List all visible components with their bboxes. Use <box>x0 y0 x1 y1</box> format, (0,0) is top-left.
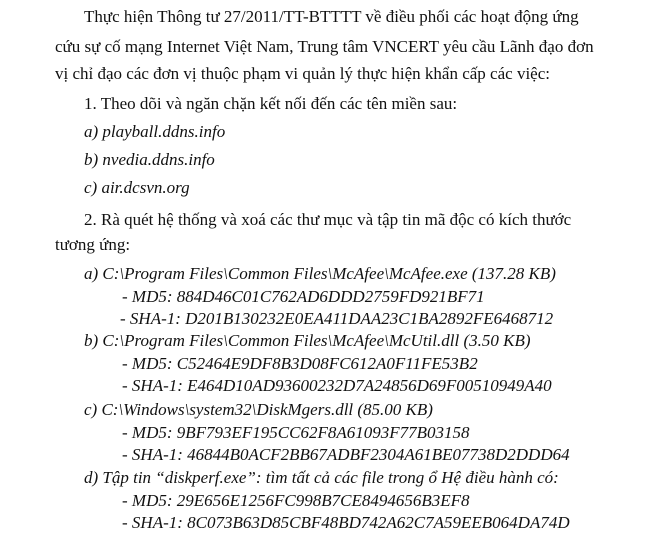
file-d-path: d) Tập tin “diskperf.exe”: tìm tất cả các file trong ổ Hệ điều hành có: <box>84 468 559 487</box>
file-a-md5: - MD5: 884D46C01C762AD6DDD2759FD921BF71 <box>122 287 485 306</box>
file-c-path: c) C:\Windows\system32\DiskMgers.dll (85.00 KB) <box>84 400 433 419</box>
domain-item-b: b) nvedia.ddns.info <box>84 150 215 169</box>
file-a-path: a) C:\Program Files\Common Files\McAfee\McAfee.exe (137.28 KB) <box>84 264 556 283</box>
file-c-sha1: - SHA-1: 46844B0ACF2BB67ADBF2304A61BE07738D2DDD64 <box>122 445 570 464</box>
section2-heading-line-1: 2. Rà quét hệ thống và xoá các thư mục và tập tin mã độc có kích thước <box>84 210 572 229</box>
file-a-sha1: - SHA-1: D201B130232E0EA411DAA23C1BA2892FE6468712 <box>120 309 554 328</box>
file-c-md5: - MD5: 9BF793EF195CC62F8A61093F77B03158 <box>122 423 470 442</box>
domain-item-a: a) playball.ddns.info <box>84 122 226 141</box>
section1-heading: 1. Theo dõi và ngăn chặn kết nối đến các tên miền sau: <box>84 94 458 113</box>
file-b-sha1: - SHA-1: E464D10AD93600232D7A24856D69F00510949A40 <box>122 376 552 395</box>
intro-line-2: cứu sự cố mạng Internet Việt Nam, Trung tâm VNCERT yêu cầu Lãnh đạo đơn <box>55 37 594 56</box>
intro-line-1: Thực hiện Thông tư 27/2011/TT-BTTTT về điều phối các hoạt động ứng <box>84 7 579 26</box>
domain-item-c: c) air.dcsvn.org <box>84 178 190 197</box>
intro-line-3: vị chỉ đạo các đơn vị thuộc phạm vi quản lý thực hiện khẩn cấp các việc: <box>55 64 550 83</box>
file-d-md5: - MD5: 29E656E1256FC998B7CE8494656B3EF8 <box>122 491 470 510</box>
file-d-sha1: - SHA-1: 8C073B63D85CBF48BD742A62C7A59EEB064DA74D <box>122 513 570 532</box>
file-b-path: b) C:\Program Files\Common Files\McAfee\McUtil.dll (3.50 KB) <box>84 331 531 350</box>
section2-heading-line-2: tương ứng: <box>55 235 131 254</box>
file-b-md5: - MD5: C52464E9DF8B3D08FC612A0F11FE53B2 <box>122 354 478 373</box>
